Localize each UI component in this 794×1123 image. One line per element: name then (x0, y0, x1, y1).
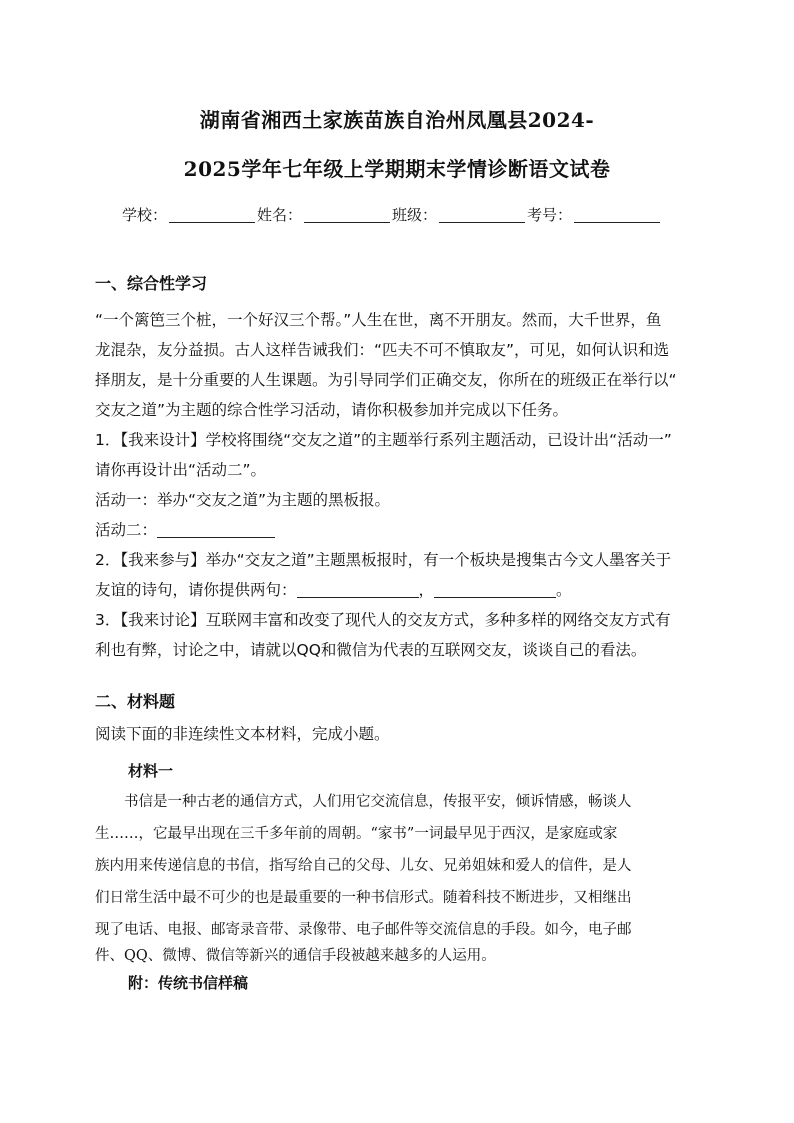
exam-title-line2: 2025学年七年级上学期期末学情诊断语文试卷 (183, 157, 611, 181)
activity-2-label: 活动二： (95, 521, 158, 539)
material-line: 书信是一种古老的通信方式，人们用它交流信息，传报平安，倾诉情感，畅谈人 (95, 794, 632, 810)
intro-line: 龙混杂，友分益损。古人这样告诫我们：“匹夫不可不慎取友”，可见，如何认识和选 (95, 341, 670, 359)
exam-no-label: 考号： (527, 206, 573, 224)
activity-2-row (95, 515, 699, 545)
material-line: 件、QQ、微博、微信等新兴的通信手段被越来越多的人运用。 (95, 948, 496, 964)
question-3-line2: 利也有弊，讨论之中，请就以QQ和微信为代表的互联网交友，谈谈自己的看法。 (95, 641, 647, 659)
school-label: 学校： (122, 206, 168, 224)
name-label: 姓名： (257, 206, 303, 224)
question-2-prompt: 友谊的诗句，请你提供两句： (95, 581, 297, 599)
intro-line: 交友之道”为主题的综合性学习活动，请你积极参加并完成以下任务。 (95, 401, 569, 419)
intro-line: “一个篱笆三个桩，一个好汉三个帮。”人生在世，离不开朋友。然而，大千世界，鱼 (95, 311, 662, 329)
section2-instruction: 阅读下面的非连续性文本材料，完成小题。 (95, 725, 390, 743)
material-line: 现了电话、电报、邮寄录音带、录像带、电子邮件等交流信息的手段。如今，电子邮 (95, 922, 632, 938)
appendix-title: 附：传统书信样稿 (128, 974, 249, 992)
material-1-title: 材料一 (128, 762, 174, 780)
section1-intro (95, 305, 699, 665)
poem-blank-1[interactable] (297, 581, 419, 598)
intro-line: 择朋友，是十分重要的人生课题。为引导同学们正确交友，你所在的班级正在举行以“ (95, 371, 677, 389)
school-blank[interactable] (169, 208, 255, 223)
question-2-period: 。 (556, 581, 572, 599)
question-1-line2: 请你再设计出“活动二”。 (95, 461, 267, 479)
section1-heading: 一、综合性学习 (95, 274, 208, 293)
activity-1: 活动一：举办“交友之道”为主题的黑板报。 (95, 491, 391, 509)
material-line: 们日常生活中最不可少的也是最重要的一种书信形式。随着科技不断进步，又相继出 (95, 890, 632, 906)
question-1-line1: 1．【我来设计】学校将围绕“交友之道”的主题举行系列主题活动，已设计出“活动一” (95, 431, 672, 449)
material-line: 生……，它最早出现在三千多年前的周朝。“家书”一词最早见于西汉，是家庭或家 (95, 826, 618, 842)
question-2-line1: 2．【我来参与】举办“交友之道”主题黑板报时，有一个板块是搜集古今文人墨客关于 (95, 551, 672, 569)
student-info-row (122, 204, 662, 225)
name-blank[interactable] (304, 208, 390, 223)
activity-2-blank[interactable] (157, 521, 275, 538)
question-2-line2 (95, 575, 699, 605)
exam-no-blank[interactable] (574, 208, 660, 223)
section2-heading: 二、材料题 (95, 692, 176, 711)
exam-title-line1: 湖南省湘西土家族苗族自治州凤凰县2024- (199, 108, 595, 132)
poem-blank-2[interactable] (434, 581, 556, 598)
class-label: 班级： (392, 206, 438, 224)
question-2-comma: ， (418, 581, 435, 599)
class-blank[interactable] (439, 208, 525, 223)
material-line: 族内用来传递信息的书信，指写给自己的父母、儿女、兄弟姐妹和爱人的信件，是人 (95, 858, 632, 874)
question-3-line1: 3．【我来讨论】互联网丰富和改变了现代人的交友方式，多种多样的网络交友方式有 (95, 611, 671, 629)
